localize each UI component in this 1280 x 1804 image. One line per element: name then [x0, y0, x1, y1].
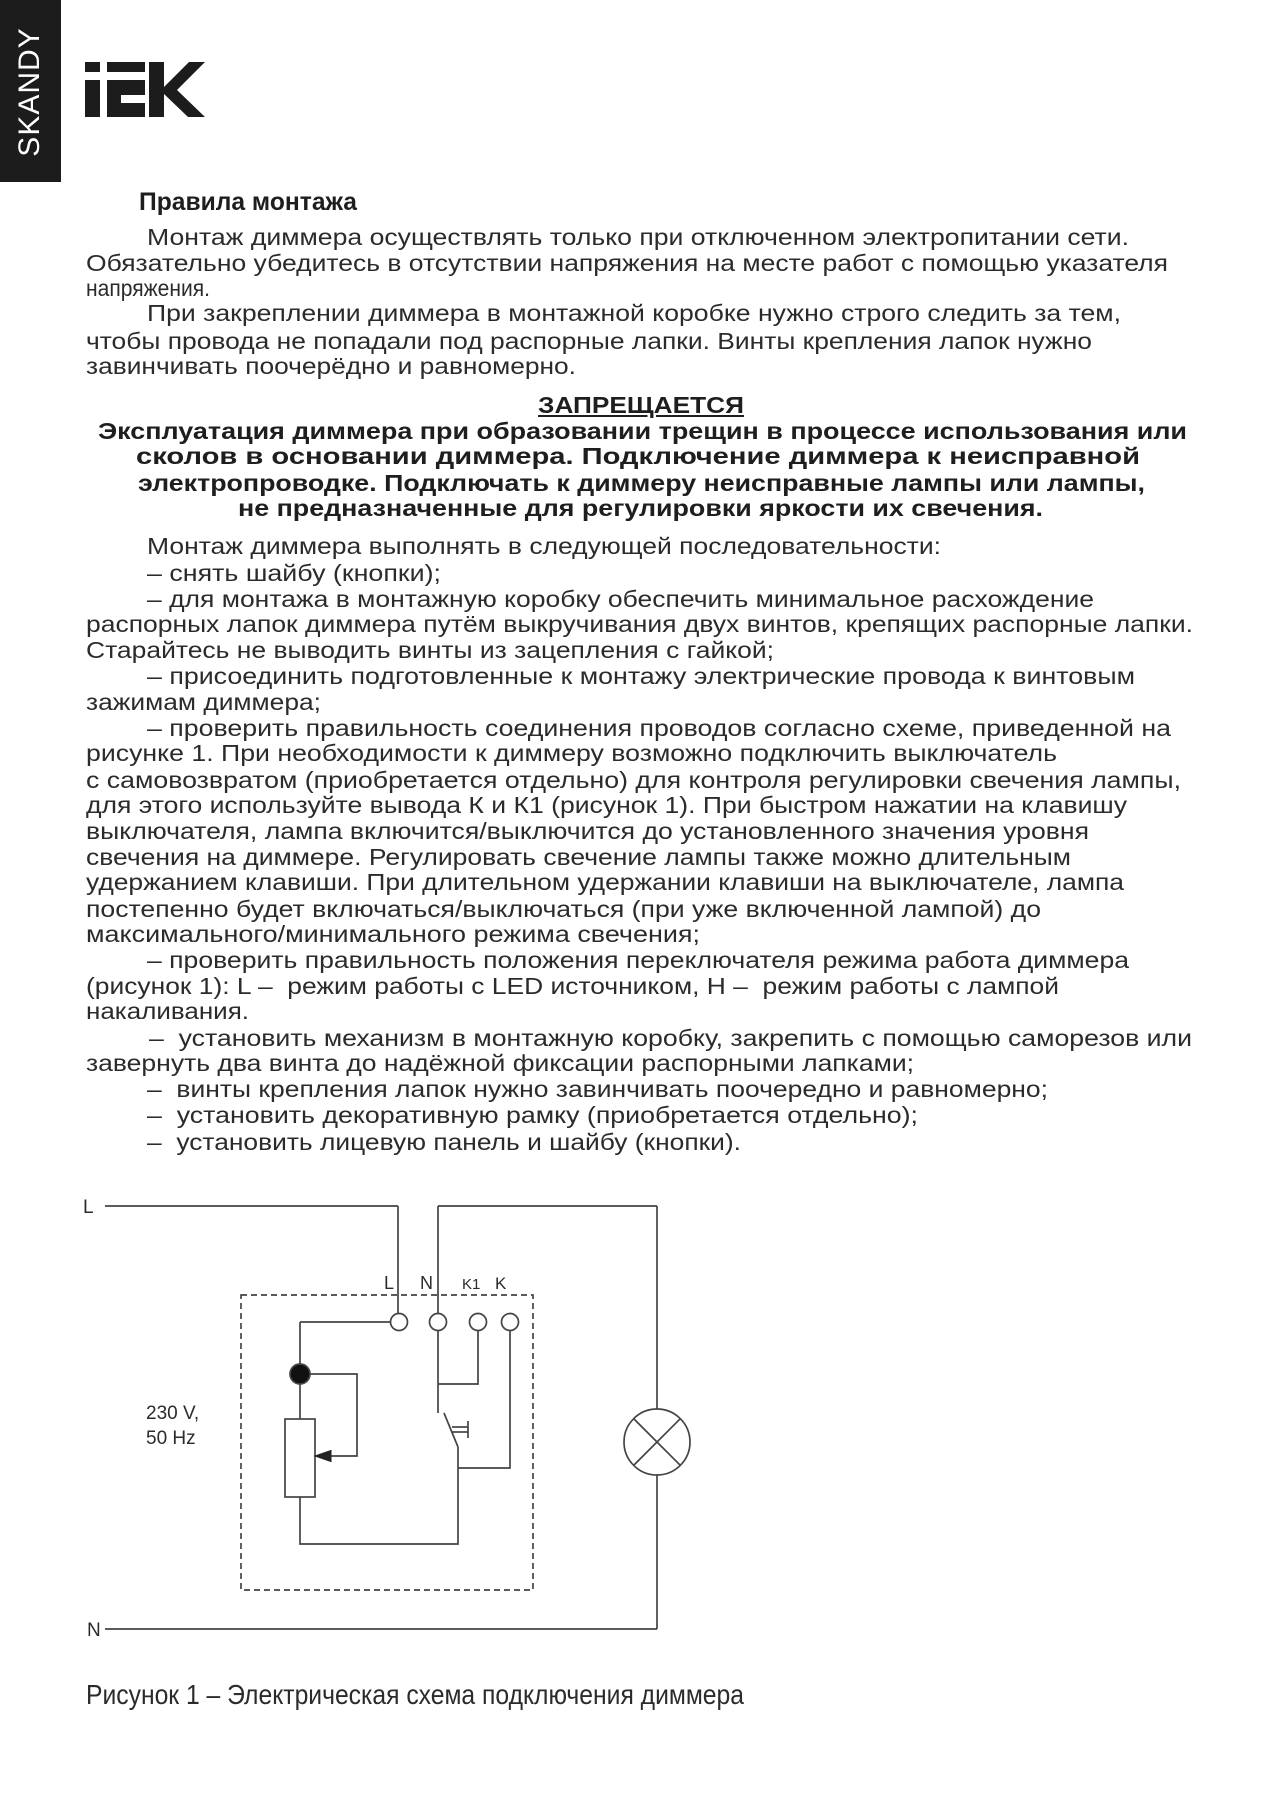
terminal-l — [391, 1314, 408, 1331]
supply-line-wire — [105, 1206, 398, 1314]
procedure-line: рисунке 1. При необходимости к диммеру возможно подключить выключатель — [86, 740, 1057, 766]
procedure-line: с самовозвратом (приобретается отдельно) для контроля регулировки свечения лампы, — [86, 767, 1181, 793]
prohibited-line: Эксплуатация диммера при образовании трещин в процессе использования или — [98, 418, 1187, 444]
intro-line: При закреплении диммера в монтажной коробке нужно строго следить за тем, — [147, 300, 1121, 326]
lamp-icon — [624, 1409, 690, 1475]
procedure-line: – присоединить подготовленные к монтажу электрические провода к винтовым — [147, 663, 1135, 689]
logo-e-top-bar — [107, 62, 145, 72]
supply-line-label: L — [83, 1197, 94, 1218]
intro-line: чтобы провода не попадали под распорные лапки. Винты крепления лапок нужно — [86, 328, 1092, 354]
logo-e-bottom-bar — [107, 103, 145, 117]
potentiometer-icon — [285, 1419, 315, 1497]
terminal-n-label: N — [420, 1273, 433, 1293]
terminal-k-label: K — [495, 1274, 507, 1293]
intro-line: завинчивать поочерёдно и равномерно. — [86, 353, 576, 379]
terminal-k — [502, 1314, 519, 1331]
dimmer-terminals — [391, 1314, 519, 1331]
procedure-line: (рисунок 1): L – режим работы с LED источником, H – режим работы с лампой — [86, 973, 1059, 999]
switch-blade — [444, 1413, 458, 1447]
procedure-line: – установить декоративную рамку (приобретается отдельно); — [147, 1102, 918, 1128]
wire — [300, 1447, 458, 1544]
junction-dot — [290, 1364, 310, 1384]
intro-line: напряжения. — [86, 275, 210, 301]
prohibited-title: ЗАПРЕЩАЕТСЯ — [538, 392, 744, 418]
procedure-line: – снять шайбу (кнопки); — [147, 560, 441, 586]
procedure-line: накаливания. — [86, 998, 249, 1024]
iek-logo — [85, 62, 205, 117]
procedure-line: удержанием клавиши. При длительном удержании клавиши на выключателе, лампа — [86, 869, 1124, 895]
push-switch-icon — [444, 1413, 468, 1447]
procedure-line: зажимам диммера; — [86, 689, 321, 715]
procedure-line: максимального/минимального режима свечения; — [86, 921, 700, 947]
series-side-tab — [0, 0, 61, 182]
procedure-line: – для монтажа в монтажную коробку обеспечить минимальное расхождение — [147, 586, 1094, 612]
logo-k-arms — [164, 62, 205, 117]
procedure-line: завернуть два винта до надёжной фиксации распорными лапками; — [86, 1050, 914, 1076]
prohibited-line: сколов в основании диммера. Подключение диммера к неисправной — [136, 443, 1140, 469]
wiring-diagram — [60, 1180, 720, 1660]
procedure-line: распорных лапок диммера путём выкручивания двух винтов, крепящих распорные лапки. — [86, 611, 1193, 637]
wiper-arrow-icon — [315, 1451, 331, 1462]
logo-i-dot — [85, 62, 100, 72]
terminal-n — [430, 1314, 447, 1331]
procedure-line: выключателя, лампа включится/выключится до установленного значения уровня — [86, 818, 1089, 844]
logo-i-stem — [85, 80, 100, 117]
terminal-l-label: L — [384, 1273, 395, 1293]
supply-neutral-label: N — [87, 1620, 101, 1641]
series-label: SKANDY — [13, 27, 46, 157]
procedure-line: – проверить правильность положения переключателя режима работа диммера — [147, 947, 1129, 973]
section-title: Правила монтажа — [139, 188, 357, 216]
logo-e-middle-bar — [107, 80, 145, 95]
logo-k-stem — [149, 62, 164, 117]
procedure-line: – установить лицевую панель и шайбу (кнопки). — [147, 1129, 741, 1155]
figure-caption: Рисунок 1 – Электрическая схема подключения диммера — [86, 1679, 744, 1710]
prohibited-line: электропроводке. Подключать к диммеру неисправные лампы или лампы, — [138, 470, 1145, 496]
frequency-label: 50 Hz — [146, 1428, 196, 1449]
intro-line: Обязательно убедитесь в отсутствии напряжения на месте работ с помощью указателя — [86, 250, 1168, 276]
procedure-line: постепенно будет включаться/выключаться (при уже включенной лампой) до — [86, 896, 1041, 922]
terminal-k1 — [470, 1314, 487, 1331]
procedure-line: Монтаж диммера выполнять в следующей последовательности: — [147, 533, 941, 559]
terminal-k1-label: K1 — [462, 1276, 481, 1293]
neutral-to-lamp-wire — [438, 1206, 657, 1629]
procedure-line: для этого используйте вывода К и К1 (рисунок 1). При быстром нажатии на клавишу — [86, 792, 1127, 818]
procedure-line: – установить механизм в монтажную коробку, закрепить с помощью саморезов или — [149, 1025, 1192, 1051]
procedure-line: свечения на диммере. Регулировать свечение лампы также можно длительным — [86, 844, 1071, 870]
procedure-line: – винты крепления лапок нужно завинчивать поочередно и равномерно; — [147, 1076, 1048, 1102]
wire — [458, 1331, 510, 1469]
wire — [438, 1331, 478, 1385]
intro-line: Монтаж диммера осуществлять только при отключенном электропитании сети. — [147, 224, 1129, 250]
procedure-line: – проверить правильность соединения проводов согласно схеме, приведенной на — [147, 715, 1171, 741]
procedure-line: Старайтесь не выводить винты из зацепления с гайкой; — [86, 637, 774, 663]
prohibited-line: не предназначенные для регулировки яркости их свечения. — [238, 495, 1043, 521]
dimmer-internal-wiring — [300, 1322, 510, 1544]
voltage-label: 230 V, — [146, 1403, 200, 1424]
